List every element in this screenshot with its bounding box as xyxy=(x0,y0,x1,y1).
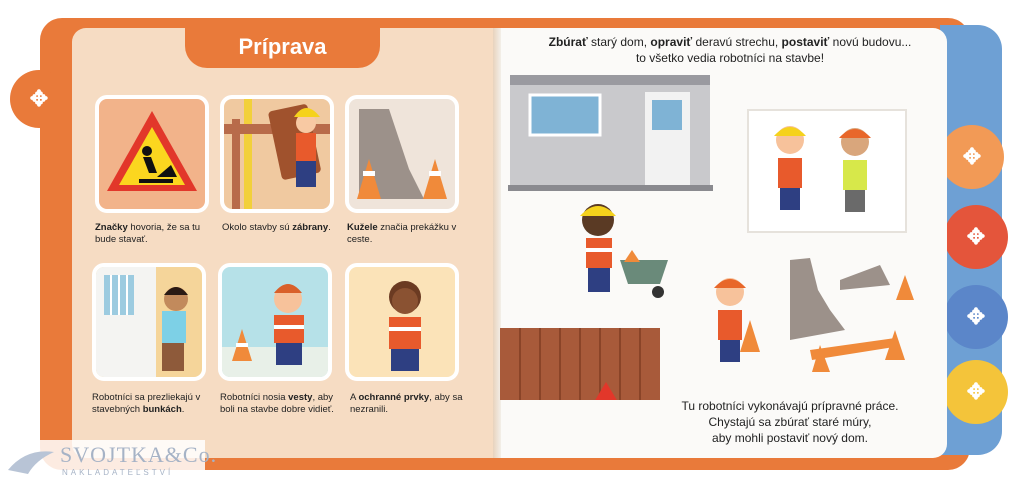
logo-name: SVOJTKA&Co. xyxy=(60,442,218,467)
worker-wheelbarrow xyxy=(580,204,668,298)
caption-protective: A ochranné prvky, aby sa nezranili. xyxy=(350,392,463,415)
caption-fence: Okolo stavby sú zábrany. xyxy=(222,222,331,233)
tab-left[interactable] xyxy=(10,70,68,128)
arrows-icon: ✥ xyxy=(962,144,982,169)
tab-orange[interactable] xyxy=(940,125,1004,189)
scene-caption: Tu robotníci vykonávajú prípravné práce. Chystajú sa zbúrať staré múry, aby mohli postaviť nový dom. xyxy=(681,399,899,445)
caption-cones: Kužele značia prekážku v ceste. xyxy=(347,222,457,245)
logo-sub: NAKLADATEĽSTVÍ xyxy=(62,468,174,477)
arrows-icon: ✥ xyxy=(966,379,986,404)
title-banner xyxy=(185,26,380,68)
caption-vest: Robotníci nosia vesty, aby boli na stavbe dobre vidieť. xyxy=(220,392,334,415)
arrows-icon: ✥ xyxy=(29,86,49,111)
card-vest xyxy=(218,263,332,381)
site-cabin xyxy=(508,75,713,191)
page-title: Príprava xyxy=(238,34,327,59)
worker-cone xyxy=(714,278,760,362)
worker-fence-icon xyxy=(224,99,330,209)
card-fence xyxy=(220,95,334,213)
card-protective xyxy=(345,263,459,381)
card-cabin xyxy=(92,263,206,381)
tab-red[interactable] xyxy=(944,205,1008,269)
tab-yellow[interactable] xyxy=(944,360,1008,424)
caption-sign: Značky hovoria, že sa tu bude stavať. xyxy=(95,222,201,245)
arrows-icon: ✥ xyxy=(966,224,986,249)
tab-blue[interactable] xyxy=(944,285,1008,349)
caption-cabin: Robotníci sa prezliekajú v stavebných bunkách. xyxy=(92,392,201,415)
wooden-fence xyxy=(500,328,660,400)
worker-helmet-icon xyxy=(349,267,455,377)
flap-card[interactable] xyxy=(748,110,906,232)
headline: Zbúrať starý dom, opraviť deravú strechu, postaviť novú budovu... to všetko vedia robotníci na stavbe! xyxy=(548,35,912,65)
ruined-wall xyxy=(790,258,914,372)
card-sign xyxy=(95,95,209,213)
card-cones xyxy=(345,95,459,213)
traffic-cone-icon xyxy=(349,99,455,209)
warning-sign-icon xyxy=(99,99,205,209)
arrows-icon: ✥ xyxy=(966,304,986,329)
worker-vest-icon xyxy=(222,267,328,377)
worker-cabin-icon xyxy=(96,267,202,377)
bird-logo-icon xyxy=(6,444,56,480)
construction-scene xyxy=(500,70,940,400)
